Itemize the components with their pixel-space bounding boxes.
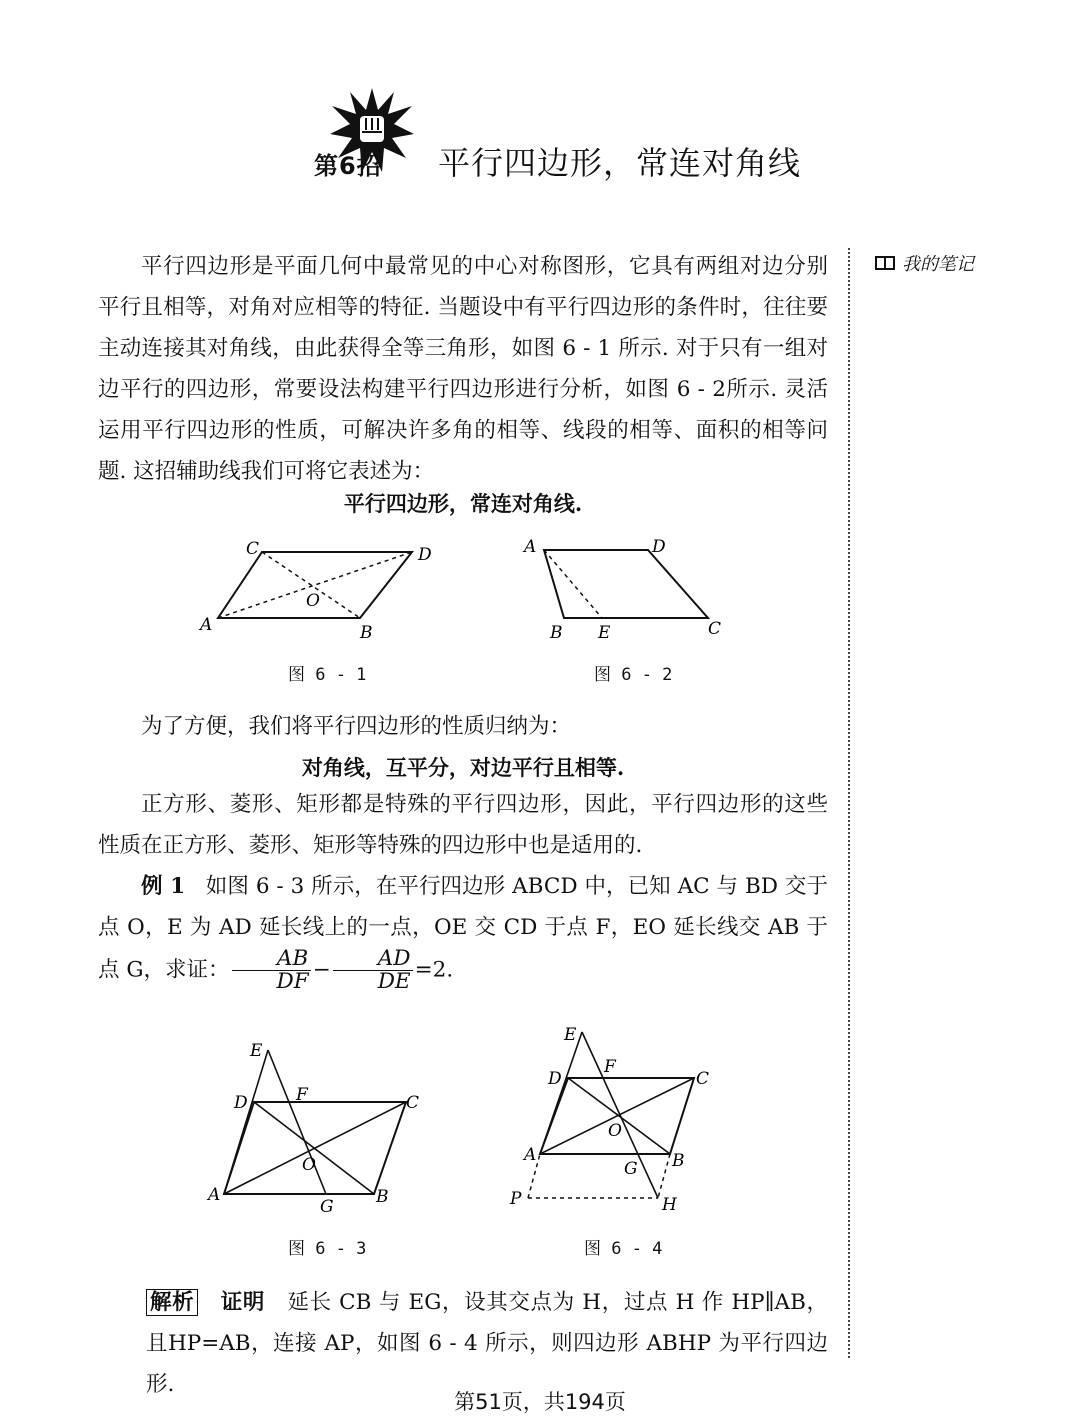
figure-6-4: [506, 1018, 736, 1222]
fig2-label-A: A: [524, 537, 537, 557]
fig2-label-D: D: [652, 537, 666, 557]
solution-text: 延长 CB 与 EG，设其交点为 H，过点 H 作 HP∥AB，且HP=AB，连接 AP，如图 6 - 4 所示，则四边形 ABHP 为平行四边形.: [146, 1290, 829, 1397]
proof-label: 证明: [220, 1290, 265, 1315]
chapter-label: 第6招: [314, 152, 382, 180]
figure-6-3: [200, 1030, 440, 1224]
fig3-label-D: D: [234, 1093, 248, 1113]
notes-label: [874, 250, 974, 276]
fig4-label-P: P: [510, 1189, 522, 1209]
open-book-icon: [874, 255, 896, 271]
fig2-label-C: C: [708, 619, 722, 639]
fig3-label-E: E: [250, 1041, 263, 1061]
figure-6-2: [516, 530, 736, 654]
example-text: 如图 6 - 3 所示，在平行四边形 ABCD 中，已知 AC 与 BD 交于点 O，E 为 AD 延长线上的一点，OE 交 CD 于点 F，EO 延长线交 AB 于点 G，求证：: [98, 874, 828, 983]
properties-motto: 对角线，互平分，对边平行且相等.: [301, 755, 625, 780]
fig3-label-G: G: [320, 1197, 334, 1217]
fig3-label-O: O: [302, 1155, 316, 1175]
fig4-label-E: E: [564, 1025, 577, 1045]
example-label: 例 1: [141, 874, 186, 899]
notes-label-text: 我的笔记: [902, 254, 974, 275]
fig3-label-A: A: [208, 1185, 221, 1205]
fig2-label-B: B: [550, 623, 563, 643]
fig3-label-C: C: [406, 1093, 420, 1113]
fig4-label-C: C: [696, 1069, 710, 1089]
fig1-label-A: A: [200, 615, 213, 635]
solution-tag: 解析: [146, 1289, 198, 1316]
chapter-header: [300, 80, 860, 200]
figure-6-3-caption: 图 6 - 3: [288, 1239, 367, 1259]
fig4-label-H: H: [662, 1195, 677, 1215]
fig4-label-D: D: [548, 1069, 562, 1089]
properties-intro: 为了方便，我们将平行四边形的性质归纳为：: [141, 714, 572, 739]
fig4-label-O: O: [608, 1121, 622, 1141]
fig1-label-O: O: [306, 591, 320, 611]
figure-6-1: [190, 530, 450, 654]
chapter-title: 平行四边形，常连对角线: [438, 144, 802, 182]
intro-paragraph: 平行四边形是平面几何中最常见的中心对称图形，它具有两组对边分别平行且相等，对角对应相等的特征. 当题设中有平行四边形的条件时，往往要主动连接其对角线，由此获得全等三角形，如图 6 - 1 所示. 对于只有一组对边平行的四边形，常要设法构建平行四边形进行分析，如图 6 - 2所示. 灵活运用平行四边形的性质，可解决许多角的相等、线段的相等、面积的相等问题. 这招辅助线我们可将它表述为：: [98, 254, 828, 484]
fraction-ad-de: $\frac{AD}{DE}$: [333, 948, 413, 993]
example-result: =2.: [414, 957, 454, 983]
figure-6-1-caption: 图 6 - 1: [288, 665, 367, 685]
example-1: 例 1 如图 6 - 3 所示，在平行四边形 ABCD 中，已知 AC 与 BD 交于点 O，E 为 AD 延长线上的一点，OE 交 CD 于点 F，EO 延长线交 AB 于点 G，求证： $\frac{AB}{DF}$ − $\frac{AD}{DE}$ =2.: [98, 874, 828, 994]
fig2-label-E: E: [598, 623, 611, 643]
fig4-label-G: G: [624, 1159, 638, 1179]
fig3-label-F: F: [296, 1085, 308, 1105]
notes-divider: [848, 248, 850, 1358]
fig4-label-B: B: [672, 1151, 685, 1171]
figure-6-2-caption: 图 6 - 2: [594, 665, 673, 685]
properties-paragraph: 正方形、菱形、矩形都是特殊的平行四边形，因此，平行四边形的这些性质在正方形、菱形、矩形等特殊的四边形中也是适用的.: [98, 792, 828, 858]
intro-motto: 平行四边形，常连对角线.: [343, 491, 583, 516]
fraction-ab-df: $\frac{AB}{DF}$: [232, 948, 311, 993]
fig1-label-D: D: [418, 545, 432, 565]
fig4-label-F: F: [604, 1057, 616, 1077]
fig1-label-B: B: [360, 623, 373, 643]
figure-6-4-caption: 图 6 - 4: [584, 1239, 663, 1259]
page-footer: 第51页，共194页: [454, 1390, 626, 1414]
fig1-label-C: C: [246, 539, 260, 559]
fig4-label-A: A: [524, 1145, 537, 1165]
fig3-label-B: B: [376, 1187, 389, 1207]
